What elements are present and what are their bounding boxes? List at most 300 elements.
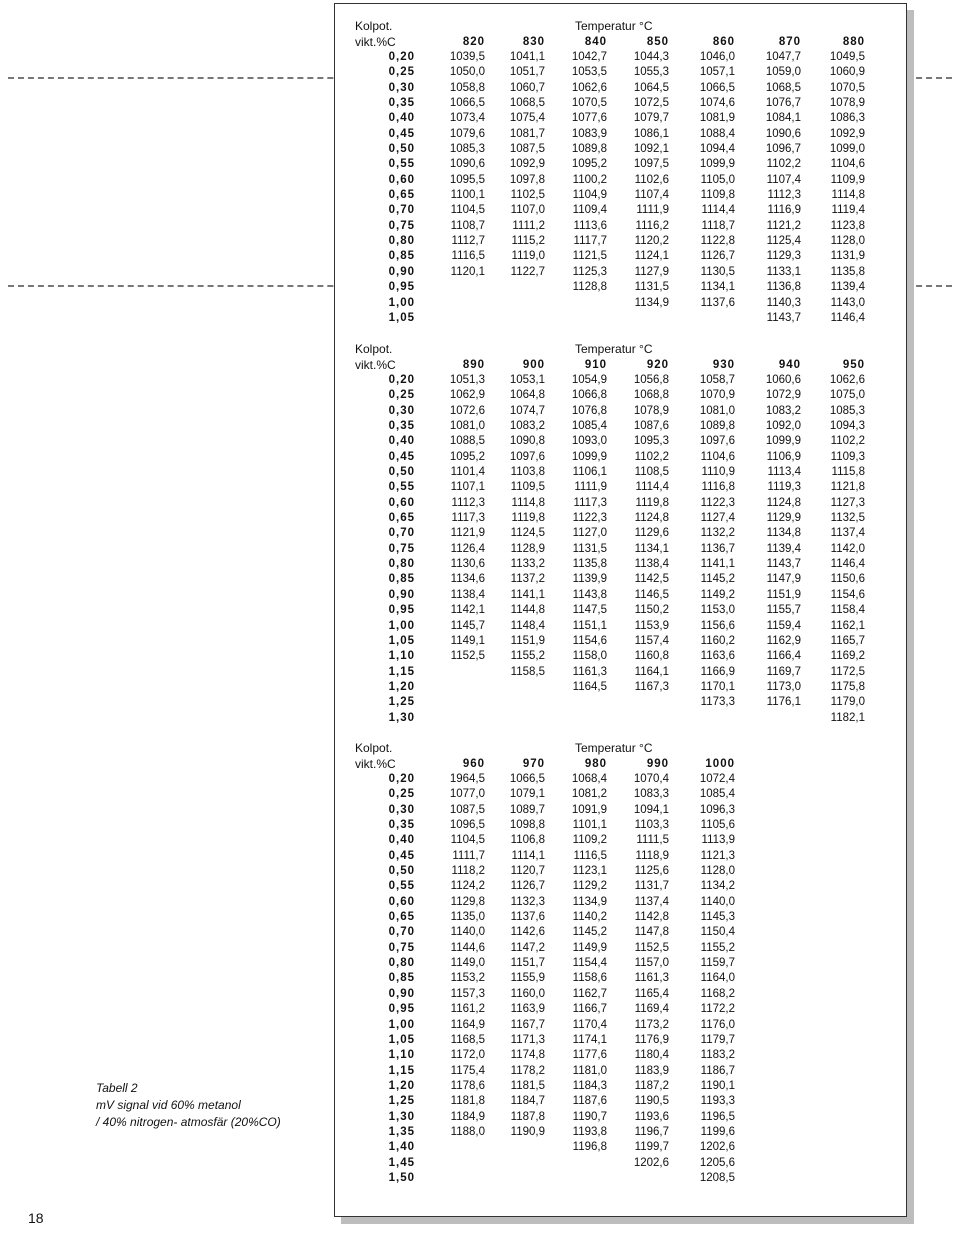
mv-value: 1066,5 (699, 81, 735, 94)
table-block-1 (335, 18, 906, 326)
mv-value: 1140,0 (450, 926, 485, 939)
mv-value: 1041,1 (509, 51, 545, 63)
mv-value: 1109,9 (830, 173, 865, 186)
mv-value: 1089,7 (509, 803, 545, 816)
mv-value: 1176,9 (634, 1033, 669, 1046)
mv-value: 1068,8 (633, 389, 669, 402)
mv-value: 1042,7 (571, 51, 607, 63)
mv-value: 1145,2 (700, 573, 735, 586)
carbon-percent: 0,70 (388, 204, 415, 217)
mv-value: 1119,8 (511, 512, 545, 525)
mv-value: 1166,4 (766, 650, 801, 663)
mv-value: 1964,5 (449, 773, 485, 785)
mv-value: 1146,5 (634, 588, 669, 601)
kolpot-header-row (335, 341, 906, 357)
carbon-percent: 0,25 (388, 389, 415, 402)
mv-value: 1134,2 (700, 880, 735, 893)
mv-value: 1162,7 (572, 987, 607, 1000)
mv-value: 1181,5 (510, 1079, 545, 1092)
carbon-percent: 1,05 (388, 634, 415, 647)
mv-value: 1114,8 (511, 496, 545, 509)
mv-value: 1124,1 (634, 250, 669, 263)
mv-value: 1044,3 (633, 51, 669, 63)
mv-value: 1158,4 (830, 604, 865, 617)
mv-value: 1171,3 (510, 1033, 545, 1046)
table-row (335, 480, 906, 495)
mv-value: 1081,0 (699, 404, 735, 417)
mv-value: 1096,3 (699, 803, 735, 816)
mv-value: 1187,6 (572, 1095, 607, 1108)
mv-value: 1166,9 (700, 665, 735, 678)
mv-value: 1046,0 (699, 51, 735, 63)
table-row (335, 526, 906, 541)
mv-value: 1170,1 (700, 680, 735, 693)
mv-value: 1181,8 (450, 1095, 485, 1108)
mv-value: 1129,8 (450, 895, 485, 908)
table-row (335, 65, 906, 80)
table-row (335, 772, 906, 787)
mv-value: 1107,4 (634, 189, 669, 202)
carbon-percent: 1,15 (388, 665, 415, 678)
table-row (335, 234, 906, 249)
table-row (335, 249, 906, 264)
mv-value: 1127,3 (830, 496, 865, 509)
mv-value: 1199,7 (634, 1141, 669, 1154)
table-row (335, 619, 906, 634)
mv-value: 1100,1 (450, 189, 485, 202)
mv-value: 1118,2 (451, 865, 485, 878)
mv-value: 1107,1 (450, 481, 485, 494)
carbon-percent: 0,95 (388, 281, 415, 294)
mv-value: 1131,9 (830, 250, 865, 263)
mv-value: 1105,6 (700, 819, 735, 832)
table-row (335, 542, 906, 557)
mv-value: 1109,5 (510, 481, 545, 494)
table-row (335, 1140, 906, 1155)
mv-value: 1150,4 (700, 926, 735, 939)
mv-value: 1168,2 (700, 987, 735, 1000)
mv-value: 1190,9 (510, 1125, 545, 1138)
mv-value: 1051,3 (449, 374, 485, 386)
mv-value: 1151,7 (510, 957, 545, 970)
carbon-percent: 0,35 (388, 819, 415, 832)
mv-value: 1119,3 (767, 481, 801, 494)
mv-value: 1118,9 (635, 849, 669, 862)
table-row (335, 910, 906, 925)
table-row (335, 50, 906, 65)
table-row (335, 895, 906, 910)
temperature-840: 840 (584, 36, 607, 48)
mv-value: 1076,7 (765, 97, 801, 110)
mv-value: 1180,4 (634, 1049, 669, 1062)
mv-value: 1112,7 (451, 235, 485, 248)
mv-value: 1102,6 (634, 173, 669, 186)
mv-value: 1117,3 (451, 512, 485, 525)
temperature-950: 950 (842, 359, 865, 371)
mv-value: 1090,8 (509, 435, 545, 448)
mv-value: 1099,9 (699, 158, 735, 171)
mv-value: 1072,5 (633, 97, 669, 110)
mv-value: 1092,1 (633, 143, 669, 156)
mv-value: 1109,4 (572, 204, 607, 217)
table-row (335, 465, 906, 480)
mv-value: 1129,2 (572, 880, 607, 893)
mv-value: 1110,9 (701, 466, 735, 479)
mv-value: 1104,5 (450, 834, 485, 847)
mv-value: 1202,6 (633, 1156, 669, 1169)
mv-value: 1113,4 (767, 466, 801, 479)
mv-value: 1143,8 (572, 588, 607, 601)
mv-value: 1126,7 (700, 250, 735, 263)
temperature-830: 830 (522, 36, 545, 48)
carbon-percent: 0,95 (388, 1003, 415, 1016)
mv-value: 1109,2 (572, 834, 607, 847)
mv-value: 1120,7 (510, 865, 545, 878)
mv-value: 1111,5 (636, 834, 669, 847)
carbon-percent: 1,00 (388, 1018, 415, 1031)
mv-value: 1157,0 (634, 957, 669, 970)
carbon-percent: 0,60 (388, 173, 415, 186)
carbon-percent: 1,50 (388, 1171, 415, 1184)
mv-value: 1125,6 (634, 865, 669, 878)
mv-value: 1068,4 (571, 773, 607, 785)
mv-value: 1075,0 (829, 389, 865, 402)
mv-value: 1132,3 (510, 895, 545, 908)
mv-value: 1086,1 (633, 127, 669, 140)
table-row (335, 434, 906, 449)
mv-value: 1131,5 (634, 281, 669, 294)
carbon-percent: 0,20 (388, 374, 415, 386)
mv-value: 1116,2 (635, 219, 669, 232)
mv-value: 1137,2 (510, 573, 545, 586)
table-row (335, 1002, 906, 1017)
mv-value: 1096,5 (449, 819, 485, 832)
table-row (335, 188, 906, 203)
carbon-percent: 0,75 (388, 542, 415, 555)
mv-value: 1070,5 (829, 81, 865, 94)
mv-value: 1151,1 (572, 619, 607, 632)
table-row (335, 1125, 906, 1140)
mv-value: 1079,1 (509, 788, 545, 801)
mv-value: 1099,0 (829, 143, 865, 156)
mv-value: 1109,8 (700, 189, 735, 202)
carbon-percent: 0,80 (388, 558, 415, 571)
mv-value: 1095,2 (449, 450, 485, 463)
mv-value: 1104,9 (572, 189, 607, 202)
mv-value: 1137,6 (700, 296, 735, 309)
mv-value: 1130,6 (450, 558, 485, 571)
mv-value: 1149,2 (700, 588, 735, 601)
carbon-percent: 0,30 (388, 404, 415, 417)
mv-value: 1050,0 (449, 66, 485, 79)
mv-value: 1114,8 (831, 189, 865, 202)
mv-value: 1158,6 (572, 972, 607, 985)
table-row (335, 787, 906, 802)
mv-value: 1095,5 (449, 173, 485, 186)
mv-value: 1057,1 (699, 66, 735, 79)
table-row (335, 404, 906, 419)
mv-value: 1111,9 (574, 481, 607, 494)
carbon-percent: 0,25 (388, 788, 415, 801)
mv-value: 1116,5 (451, 250, 485, 263)
table-row (335, 695, 906, 710)
mv-value: 1120,2 (634, 235, 669, 248)
carbon-percent: 1,00 (388, 619, 415, 632)
mv-value: 1111,9 (636, 204, 669, 217)
carbon-percent: 0,85 (388, 573, 415, 586)
mv-value: 1104,5 (450, 204, 485, 217)
mv-value: 1151,9 (766, 588, 801, 601)
mv-value: 1190,7 (572, 1110, 607, 1123)
mv-value: 1178,6 (450, 1079, 485, 1092)
mv-value: 1089,8 (571, 143, 607, 156)
carbon-percent: 0,90 (388, 588, 415, 601)
mv-value: 1153,9 (634, 619, 669, 632)
carbon-percent: 0,65 (388, 189, 415, 202)
mv-value: 1086,3 (829, 112, 865, 125)
carbon-percent: 0,65 (388, 911, 415, 924)
mv-value: 1164,9 (450, 1018, 485, 1031)
mv-value: 1096,7 (765, 143, 801, 156)
carbon-percent: 0,80 (388, 235, 415, 248)
table-row (335, 941, 906, 956)
mv-value: 1144,8 (510, 604, 545, 617)
mv-value: 1053,5 (571, 66, 607, 79)
table-row (335, 157, 906, 172)
mv-value: 1112,3 (767, 189, 801, 202)
mv-value: 1088,4 (699, 127, 735, 140)
mv-value: 1108,7 (450, 219, 485, 232)
mv-value: 1176,1 (766, 696, 801, 709)
mv-value: 1149,0 (450, 957, 485, 970)
mv-value: 1124,2 (450, 880, 485, 893)
carbon-percent: 1,10 (388, 650, 415, 663)
mv-value: 1074,6 (699, 97, 735, 110)
mv-value: 1070,4 (633, 773, 669, 785)
mv-value: 1148,4 (510, 619, 545, 632)
mv-value: 1159,4 (766, 619, 801, 632)
carbon-percent: 0,60 (388, 895, 415, 908)
carbon-percent: 0,40 (388, 112, 415, 125)
mv-value: 1132,5 (830, 512, 865, 525)
temperature-1000: 1000 (705, 758, 735, 770)
carbon-percent: 1,00 (388, 296, 415, 309)
mv-value: 1129,6 (634, 527, 669, 540)
mv-value: 1130,5 (700, 265, 735, 278)
mv-value: 1064,8 (509, 389, 545, 402)
mv-value: 1129,3 (766, 250, 801, 263)
table-block-2 (335, 341, 906, 726)
mv-value: 1161,3 (634, 972, 669, 985)
carbon-percent: 0,95 (388, 604, 415, 617)
table-row (335, 203, 906, 218)
carbon-percent: 0,25 (388, 66, 415, 79)
table-row (335, 987, 906, 1002)
mv-value: 1147,5 (572, 604, 607, 617)
carbon-percent: 0,35 (388, 420, 415, 433)
table-row (335, 311, 906, 326)
carbon-percent: 1,20 (388, 680, 415, 693)
mv-value: 1094,1 (633, 803, 669, 816)
mv-value: 1147,2 (510, 941, 545, 954)
mv-value: 1128,9 (510, 542, 545, 555)
mv-value: 1115,8 (831, 466, 865, 479)
mv-value: 1083,2 (765, 404, 801, 417)
mv-value: 1123,8 (830, 219, 865, 232)
mv-value: 1070,5 (571, 97, 607, 110)
mv-value: 1183,9 (634, 1064, 669, 1077)
mv-value: 1081,7 (509, 127, 545, 140)
mv-value: 1141,1 (700, 558, 735, 571)
mv-value: 1085,3 (829, 404, 865, 417)
mv-value: 1142,8 (634, 911, 669, 924)
mv-value: 1073,4 (449, 112, 485, 125)
mv-value: 1155,9 (510, 972, 545, 985)
mv-value: 1165,4 (634, 987, 669, 1000)
mv-value: 1062,6 (829, 374, 865, 386)
mv-value: 1134,8 (766, 527, 801, 540)
carbon-percent: 0,30 (388, 81, 415, 94)
table-row (335, 603, 906, 618)
mv-value: 1154,6 (572, 634, 607, 647)
mv-value: 1165,7 (830, 634, 865, 647)
mv-value: 1066,5 (509, 773, 545, 785)
mv-value: 1190,5 (634, 1095, 669, 1108)
carbon-percent: 0,75 (388, 219, 415, 232)
mv-value: 1068,5 (765, 81, 801, 94)
table-row (335, 833, 906, 848)
mv-value: 1170,4 (572, 1018, 607, 1031)
mv-value: 1097,8 (509, 173, 545, 186)
mv-value: 1149,1 (450, 634, 485, 647)
table-row (335, 265, 906, 280)
mv-value: 1161,2 (450, 1003, 485, 1016)
table-row (335, 1094, 906, 1109)
mv-value: 1187,2 (634, 1079, 669, 1092)
mv-value: 1102,2 (634, 450, 669, 463)
mv-value: 1173,3 (700, 696, 735, 709)
carbon-percent: 1,40 (388, 1141, 415, 1154)
mv-value: 1196,5 (700, 1110, 735, 1123)
table-row (335, 1064, 906, 1079)
mv-value: 1193,8 (572, 1125, 607, 1138)
carbon-percent: 0,85 (388, 972, 415, 985)
table-row (335, 1018, 906, 1033)
carbon-percent: 0,55 (388, 481, 415, 494)
mv-value: 1089,8 (699, 420, 735, 433)
mv-value: 1127,9 (634, 265, 669, 278)
temperature-header: Temperatur °C (575, 741, 653, 755)
mv-value: 1168,5 (450, 1033, 485, 1046)
temperature-910: 910 (584, 359, 607, 371)
carbon-percent: 0,45 (388, 849, 415, 862)
mv-value: 1102,2 (830, 435, 865, 448)
mv-value: 1094,4 (699, 143, 735, 156)
vikt-label: vikt.%C (355, 35, 396, 49)
mv-value: 1114,4 (635, 481, 669, 494)
temperature-920: 920 (646, 359, 669, 371)
mv-value: 1053,1 (509, 374, 545, 386)
mv-value: 1187,8 (510, 1110, 545, 1123)
mv-value: 1128,0 (700, 865, 735, 878)
carbon-percent: 0,20 (388, 773, 415, 785)
kolpot-label: Kolpot. (355, 19, 393, 33)
mv-value: 1154,4 (572, 957, 607, 970)
mv-value: 1135,8 (830, 265, 865, 278)
mv-value: 1075,4 (509, 112, 545, 125)
mv-value: 1134,9 (572, 895, 607, 908)
carbon-percent: 1,45 (388, 1156, 415, 1169)
mv-value: 1155,7 (766, 604, 801, 617)
temperature-row (335, 34, 906, 50)
mv-value: 1122,8 (700, 235, 735, 248)
caption-title: Tabell 2 (96, 1081, 138, 1095)
table-caption (96, 1080, 316, 1131)
mv-value: 1104,6 (700, 450, 735, 463)
mv-value: 1196,8 (572, 1141, 607, 1154)
carbon-percent: 1,15 (388, 1064, 415, 1077)
temperature-930: 930 (712, 359, 735, 371)
mv-value: 1154,6 (830, 588, 865, 601)
mv-value: 1074,7 (509, 404, 545, 417)
mv-value: 1188,0 (450, 1125, 485, 1138)
carbon-percent: 0,80 (388, 957, 415, 970)
mv-value: 1172,5 (830, 665, 865, 678)
mv-value: 1119,8 (635, 496, 669, 509)
mv-value: 1143,0 (830, 296, 865, 309)
mv-value: 1060,6 (765, 374, 801, 386)
mv-value: 1107,4 (766, 173, 801, 186)
mv-value: 1169,2 (830, 650, 865, 663)
temperature-890: 890 (462, 359, 485, 371)
mv-value: 1117,3 (573, 496, 607, 509)
mv-value: 1097,6 (509, 450, 545, 463)
carbon-percent: 0,65 (388, 512, 415, 525)
mv-value: 1083,9 (571, 127, 607, 140)
mv-value: 1145,2 (572, 926, 607, 939)
table-row (335, 1048, 906, 1063)
mv-value: 1136,7 (700, 542, 735, 555)
caption-line-2: mV signal vid 60% metanol (96, 1098, 241, 1112)
carbon-percent: 0,35 (388, 97, 415, 110)
carbon-percent: 0,55 (388, 158, 415, 171)
mv-value: 1104,6 (830, 158, 865, 171)
mv-value: 1135,0 (450, 911, 485, 924)
mv-value: 1137,4 (634, 895, 669, 908)
mv-value: 1164,5 (572, 680, 607, 693)
table-row (335, 373, 906, 388)
mv-value: 1072,6 (449, 404, 485, 417)
mv-value: 1081,9 (699, 112, 735, 125)
mv-value: 1102,5 (510, 189, 545, 202)
mv-value: 1138,4 (634, 558, 669, 571)
carbon-percent: 0,45 (388, 450, 415, 463)
mv-value: 1139,4 (830, 281, 865, 294)
mv-value: 1077,6 (571, 112, 607, 125)
mv-value: 1143,7 (766, 558, 801, 571)
mv-value: 1172,0 (450, 1049, 485, 1062)
mv-value: 1160,2 (700, 634, 735, 647)
mv-value: 1124,8 (634, 512, 669, 525)
temperature-940: 940 (778, 359, 801, 371)
mv-value: 1085,4 (699, 788, 735, 801)
mv-value: 1060,7 (509, 81, 545, 94)
mv-value: 1142,0 (830, 542, 865, 555)
mv-value: 1136,8 (766, 281, 801, 294)
mv-value: 1121,3 (700, 849, 735, 862)
mv-value: 1109,3 (830, 450, 865, 463)
mv-value: 1127,0 (572, 527, 607, 540)
